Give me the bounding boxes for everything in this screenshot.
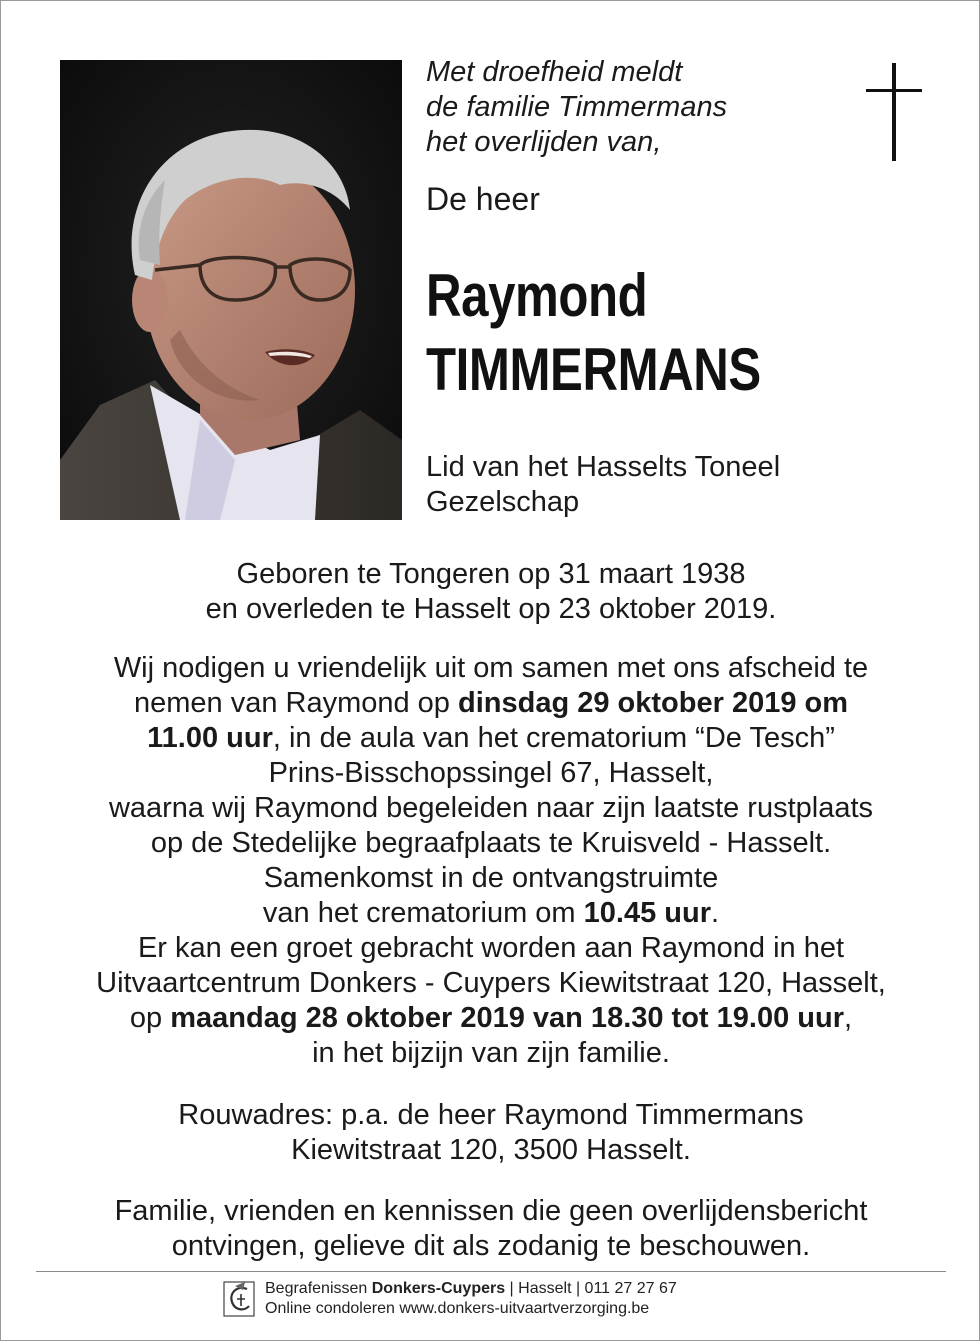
membership-text: [426, 450, 780, 520]
invitation-line: [41, 896, 941, 931]
invitation-line: Uitvaartcentrum Donkers - Cuypers Kiewitstraat 120, Hasselt,: [96, 967, 886, 999]
birth-line: Geboren te Tongeren op 31 maart 1938: [236, 558, 746, 590]
footer-divider: [36, 1271, 946, 1272]
invitation-text: .: [711, 897, 720, 929]
address-line: Rouwadres: p.a. de heer Raymond Timmermans: [178, 1099, 804, 1131]
intro-line: het overlijden van,: [426, 126, 662, 158]
invitation-text: van het crematorium om: [262, 897, 584, 929]
honorific: De heer: [426, 181, 540, 217]
portrait-photo: [60, 60, 402, 520]
last-name: TIMMERMANS: [426, 336, 761, 403]
footer-text: [265, 1279, 677, 1319]
ceremony-date: dinsdag 29 oktober 2019 om: [458, 687, 849, 719]
invitation-text: op: [129, 1002, 171, 1034]
notice-text: [41, 1194, 941, 1264]
invitation-line: [41, 1001, 941, 1036]
company-name: Donkers-Cuypers: [371, 1280, 506, 1297]
invitation-text: nemen van Raymond op: [133, 687, 458, 719]
address-line: Kiewitstraat 120, 3500 Hasselt.: [291, 1134, 691, 1166]
invitation-line: in het bijzijn van zijn familie.: [312, 1037, 670, 1069]
mourning-address: [41, 1098, 941, 1168]
footer-website: Online condoleren www.donkers-uitvaartverzorging.be: [265, 1300, 650, 1317]
notice-line: Familie, vrienden en kennissen die geen overlijdensbericht: [114, 1195, 868, 1227]
deceased-name: [426, 259, 761, 407]
footer-line: [265, 1279, 677, 1299]
gathering-time: 10.45 uur: [583, 897, 711, 929]
invitation-text: , in de aula van het crematorium “De Tesch”: [272, 722, 835, 754]
invitation-text: ,: [844, 1002, 853, 1034]
invitation-line: [41, 721, 941, 756]
ceremony-invitation: [41, 651, 941, 1071]
funeral-home-logo-icon: [223, 1280, 257, 1318]
invitation-line: op de Stedelijke begraafplaats te Kruisveld - Hasselt.: [150, 827, 832, 859]
death-line: en overleden te Hasselt op 23 oktober 2019.: [205, 593, 777, 625]
invitation-line: Wij nodigen u vriendelijk uit om samen met ons afscheid te: [113, 652, 869, 684]
life-dates: [41, 557, 941, 627]
footer-contact: | Hasselt | 011 27 27 67: [505, 1280, 677, 1297]
membership-line: Gezelschap: [426, 486, 580, 518]
intro-line: Met droefheid meldt: [426, 56, 683, 88]
invitation-line: [41, 686, 941, 721]
invitation-line: Prins-Bisschopssingel 67, Hasselt,: [268, 757, 714, 789]
invitation-line: waarna wij Raymond begeleiden naar zijn laatste rustplaats: [108, 792, 874, 824]
invitation-line: Er kan een groet gebracht worden aan Raymond in het: [137, 932, 845, 964]
funeral-home-footer: [223, 1277, 677, 1321]
ceremony-time: 11.00 uur: [147, 722, 273, 754]
membership-line: Lid van het Hasselts Toneel: [426, 451, 781, 483]
footer-prefix: Begrafenissen: [265, 1280, 372, 1297]
invitation-line: Samenkomst in de ontvangstruimte: [263, 862, 719, 894]
intro-line: de familie Timmermans: [426, 91, 728, 123]
visitation-datetime: maandag 28 oktober 2019 van 18.30 tot 19.00 uur: [170, 1002, 844, 1034]
notice-line: ontvingen, gelieve dit als zodanig te beschouwen.: [171, 1230, 811, 1262]
portrait-illustration: [60, 60, 402, 520]
intro-text: [426, 55, 727, 160]
cross-icon: [864, 63, 924, 161]
first-name: Raymond: [426, 262, 648, 329]
